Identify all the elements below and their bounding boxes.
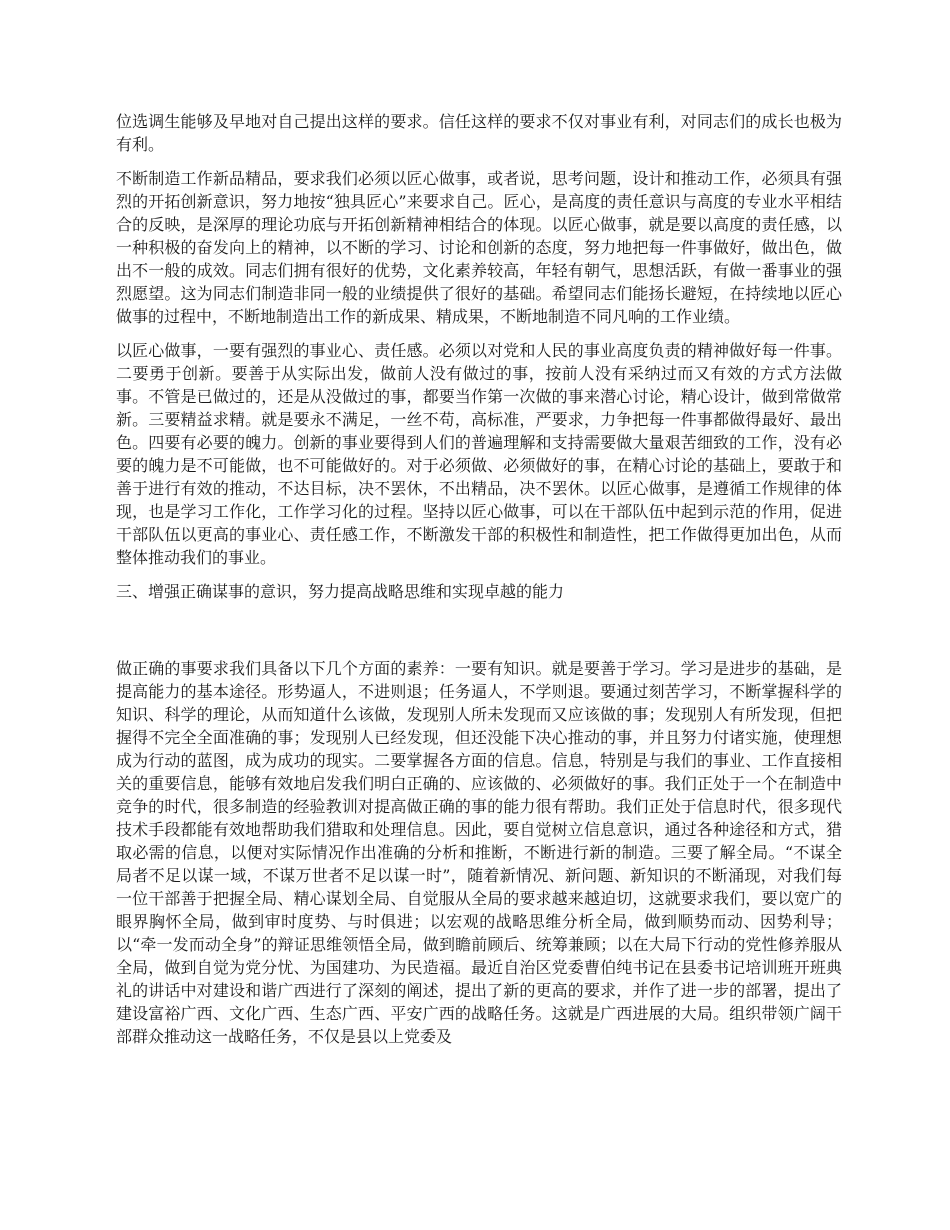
paragraph-3: 以匠心做事，一要有强烈的事业心、责任感。必须以对党和人民的事业高度负责的精神做好每一件事。二要勇于创新。要善于从实际出发，做前人没有做过的事，按前人没有采纳过而又有效的方式方法做事。不管是已做过的，还是从没做过的事，都要当作第一次做的事来潜心讨论，精心设计，做到常做常新。三要精益求精。就是要永不满足，一丝不苟，高标准，严要求，力争把每一件事都做得最好、最出色。四要有必要的魄力。创新的事业要得到人们的普遍理解和支持需要做大量艰苦细致的工作，没有必要的魄力是不可能做，也不可能做好的。对于必须做、必须做好的事，在精心讨论的基础上，要敢于和善于进行有效的推动，不达目标，决不罢休，不出精品，决不罢休。以匠心做事，是遵循工作规律的体现，也是学习工作化，工作学习化的过程。坚持以匠心做事，可以在干部队伍中起到示范的作用，促进干部队伍以更高的事业心、责任感工作，不断激发干部的积极性和制造性，把工作做得更加出色，从而整体推动我们的事业。 <box>116 341 842 567</box>
document-body <box>116 110 842 1059</box>
section-heading: 三、增强正确谋事的意识，努力提高战略思维和实现卓越的能力 <box>116 582 565 601</box>
paragraph-4: 做正确的事要求我们具备以下几个方面的素养：一要有知识。就是要善于学习。学习是进步的基础，是提高能力的基本途径。形势逼人，不进则退；任务逼人，不学则退。要通过刻苦学习，不断掌握科学的知识、科学的理论，从而知道什么该做，发现别人所未发现而又应该做的事；发现别人有所发现，但把握得不完全全面准确的事；发现别人已经发现，但还没能下决心推动的事，并且努力付诸实施，使理想成为行动的蓝图，成为成功的现实。二要掌握各方面的信息。信息，特别是与我们的事业、工作直接相关的重要信息，能够有效地启发我们明白正确的、应该做的、必须做好的事。我们正处于一个在制造中竞争的时代，很多制造的经验教训对提高做正确的事的能力很有帮助。我们正处于信息时代，很多现代技术手段都能有效地帮助我们猎取和处理信息。因此，要自觉树立信息意识，通过各种途径和方式，猎取必需的信息，以便对实际情况作出准确的分析和推断，不断进行新的制造。三要了解全局。“不谋全局者不足以谋一域，不谋万世者不足以谋一时”，随着新情况、新问题、新知识的不断涌现，对我们每一位干部善于把握全局、精心谋划全局、自觉服从全局的要求越来越迫切，这就要求我们，要以宽广的眼界胸怀全局，做到审时度势、与时俱进；以宏观的战略思维分析全局，做到顺势而动、因势利导；以“牵一发而动全身”的辩证思维领悟全局，做到瞻前顾后、统筹兼顾；以在大局下行动的党性修养服从全局，做到自觉为党分忧、为国建功、为民造福。最近自治区党委曹伯纯书记在县委书记培训班开班典礼的讲话中对建设和谐广西进行了深刻的阐述，提出了新的更高的要求，并作了进一步的部署，提出了建设富裕广西、文化广西、生态广西、平安广西的战略任务。这就是广西进展的大局。组织带领广阔干部群众推动这一战略任务，不仅是县以上党委及 <box>116 659 842 1046</box>
paragraph-1: 位选调生能够及早地对自己提出这样的要求。信任这样的要求不仅对事业有利，对同志们的成长也极为有利。 <box>116 112 842 154</box>
paragraph-2: 不断制造工作新品精品，要求我们必须以匠心做事，或者说，思考问题，设计和推动工作，必须具有强烈的开拓创新意识，努力地按“独具匠心”来要求自己。匠心，是高度的责任意识与高度的专业水平相结合的反映，是深厚的理论功底与开拓创新精神相结合的体现。以匠心做事，就是要以高度的责任感，以一种积极的奋发向上的精神，以不断的学习、讨论和创新的态度，努力地把每一件事做好，做出色，做出不一般的成效。同志们拥有很好的优势，文化素养较高，年轻有朝气，思想活跃，有做一番事业的强烈愿望。这为同志们制造非同一般的业绩提供了很好的基础。希望同志们能扬长避短，在持续地以匠心做事的过程中，不断地制造出工作的新成果、精成果，不断地制造不同凡响的工作业绩。 <box>116 169 842 326</box>
